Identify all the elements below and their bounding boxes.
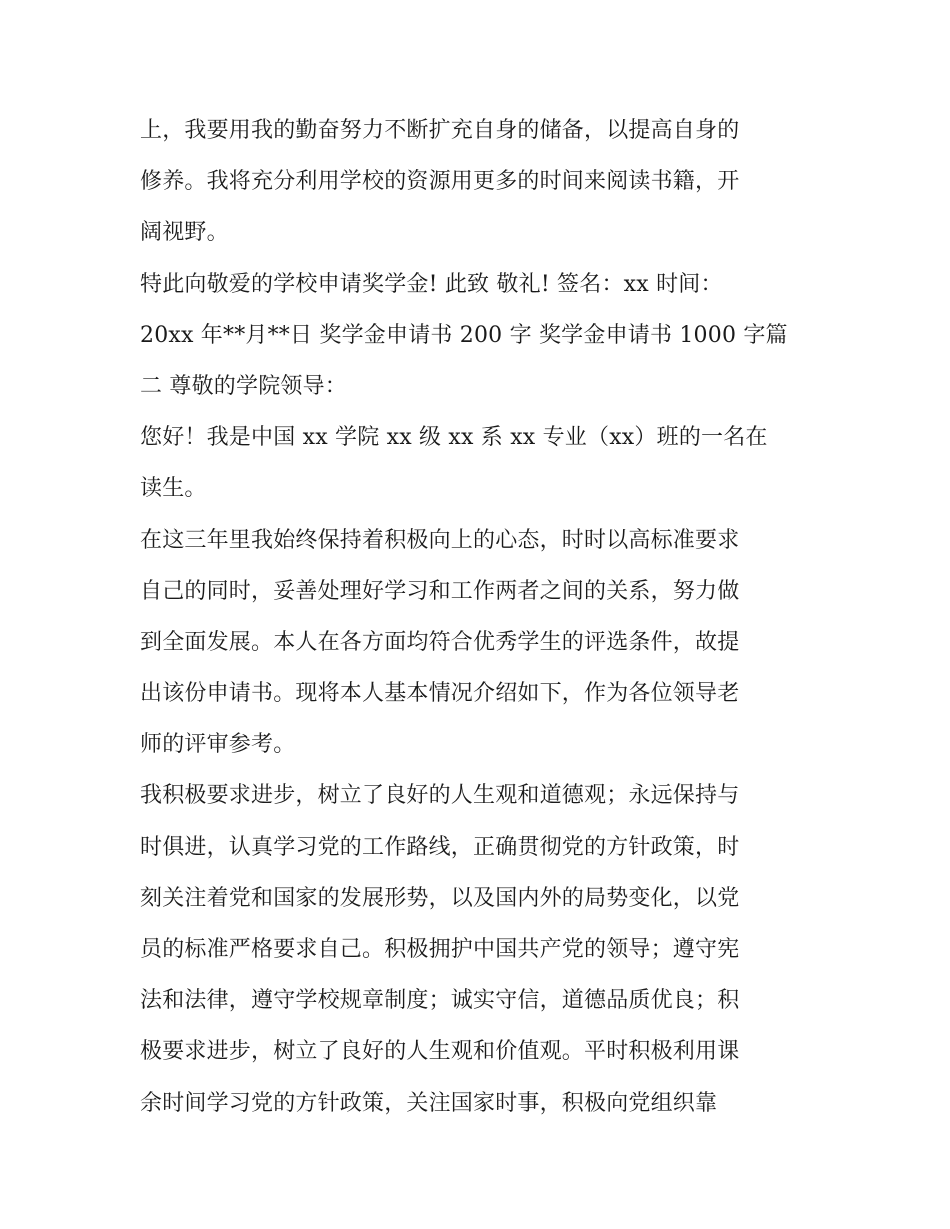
text-line: 二 尊敬的学院领导： <box>140 373 347 399</box>
text-line: 员的标准严格要求自己。积极拥护中国共产党的领导；遵守宪 <box>140 937 740 962</box>
text-line: 法和法律，遵守学校规章制度；诚实守信，道德品质优良；积 <box>140 988 740 1014</box>
text-line: 刻关注着党和国家的发展形势，以及国内外的局势变化，以党 <box>140 885 740 911</box>
text-line: 时俱进，认真学习党的工作路线，正确贯彻党的方针政策，时 <box>140 834 740 860</box>
text-line: 阔视野。 <box>140 220 229 246</box>
text-line: 极要求进步，树立了良好的人生观和价值观。平时积极利用课 <box>140 1039 740 1065</box>
text-line: 特此向敬爱的学校申请奖学金! 此致 敬礼! 签名：xx 时间： <box>140 271 723 297</box>
text-line: 自己的同时，妥善处理好学习和工作两者之间的关系，努力做 <box>140 578 740 604</box>
text-line: 20xx 年**月**日 奖学金申请书 200 字 奖学金申请书 1000 字篇 <box>140 322 788 348</box>
text-line: 余时间学习党的方针政策，关注国家时事，积极向党组织靠 <box>140 1090 718 1116</box>
document-body <box>140 105 820 1129</box>
text-line: 出该份申请书。现将本人基本情况介绍如下，作为各位领导老 <box>140 681 740 707</box>
text-line: 修养。我将充分利用学校的资源用更多的时间来阅读书籍，开 <box>140 169 740 195</box>
text-line: 师的评审参考。 <box>140 732 296 758</box>
text-line: 您好！我是中国 xx 学院 xx 级 xx 系 xx 专业（xx）班的一名在 <box>140 425 768 451</box>
text-line: 我积极要求进步，树立了良好的人生观和道德观；永远保持与 <box>140 783 740 809</box>
text-line: 上，我要用我的勤奋努力不断扩充自身的储备，以提高自身的 <box>140 118 740 143</box>
text-line: 到全面发展。本人在各方面均符合优秀学生的评选条件，故提 <box>140 629 740 655</box>
text-line: 在这三年里我始终保持着积极向上的心态，时时以高标准要求 <box>140 527 740 553</box>
text-line: 读生。 <box>140 476 207 502</box>
